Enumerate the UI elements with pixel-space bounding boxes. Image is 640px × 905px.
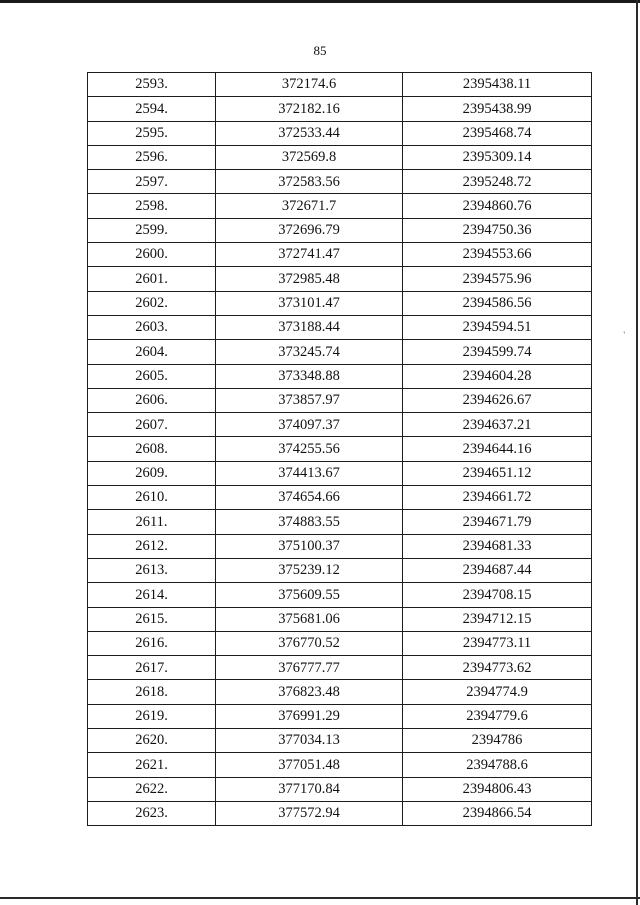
- y-coordinate-cell: 2394779.6: [403, 704, 592, 728]
- x-coordinate-cell: 373101.47: [216, 291, 403, 315]
- point-number-cell: 2613.: [88, 558, 216, 582]
- coordinates-table-container: [87, 72, 591, 826]
- point-number-cell: 2600.: [88, 243, 216, 267]
- table-row: [88, 534, 592, 558]
- table-row: [88, 680, 592, 704]
- x-coordinate-cell: 372174.6: [216, 73, 403, 97]
- table-row: [88, 801, 592, 825]
- y-coordinate-cell: 2394774.9: [403, 680, 592, 704]
- x-coordinate-cell: 377051.48: [216, 753, 403, 777]
- point-number-cell: 2595.: [88, 121, 216, 145]
- y-coordinate-cell: 2394860.76: [403, 194, 592, 218]
- table-row: [88, 267, 592, 291]
- x-coordinate-cell: 373245.74: [216, 340, 403, 364]
- x-coordinate-cell: 376991.29: [216, 704, 403, 728]
- x-coordinate-cell: 374255.56: [216, 437, 403, 461]
- point-number-cell: 2615.: [88, 607, 216, 631]
- point-number-cell: 2618.: [88, 680, 216, 704]
- y-coordinate-cell: 2394626.67: [403, 388, 592, 412]
- y-coordinate-cell: 2394637.21: [403, 413, 592, 437]
- coordinates-table-body: [88, 73, 592, 826]
- point-number-cell: 2603.: [88, 315, 216, 339]
- top-border-line: [0, 0, 640, 3]
- x-coordinate-cell: 374654.66: [216, 486, 403, 510]
- y-coordinate-cell: 2394644.16: [403, 437, 592, 461]
- y-coordinate-cell: 2395438.99: [403, 97, 592, 121]
- y-coordinate-cell: 2394553.66: [403, 243, 592, 267]
- y-coordinate-cell: 2394750.36: [403, 218, 592, 242]
- table-row: [88, 73, 592, 97]
- table-row: [88, 413, 592, 437]
- table-row: [88, 97, 592, 121]
- y-coordinate-cell: 2395468.74: [403, 121, 592, 145]
- page-number: 85: [313, 43, 327, 58]
- y-coordinate-cell: 2394773.62: [403, 656, 592, 680]
- point-number-cell: 2612.: [88, 534, 216, 558]
- point-number-cell: 2610.: [88, 486, 216, 510]
- right-border-line: [636, 0, 638, 905]
- table-row: [88, 510, 592, 534]
- x-coordinate-cell: 372696.79: [216, 218, 403, 242]
- point-number-cell: 2604.: [88, 340, 216, 364]
- y-coordinate-cell: 2394594.51: [403, 315, 592, 339]
- table-row: [88, 704, 592, 728]
- table-row: [88, 486, 592, 510]
- y-coordinate-cell: 2394575.96: [403, 267, 592, 291]
- x-coordinate-cell: 377572.94: [216, 801, 403, 825]
- x-coordinate-cell: 375609.55: [216, 583, 403, 607]
- y-coordinate-cell: 2394806.43: [403, 777, 592, 801]
- x-coordinate-cell: 375681.06: [216, 607, 403, 631]
- y-coordinate-cell: 2394788.6: [403, 753, 592, 777]
- x-coordinate-cell: 377034.13: [216, 729, 403, 753]
- table-row: [88, 583, 592, 607]
- x-coordinate-cell: 372741.47: [216, 243, 403, 267]
- table-row: [88, 753, 592, 777]
- table-row: [88, 364, 592, 388]
- x-coordinate-cell: 374883.55: [216, 510, 403, 534]
- x-coordinate-cell: 377170.84: [216, 777, 403, 801]
- y-coordinate-cell: 2394604.28: [403, 364, 592, 388]
- y-coordinate-cell: 2394599.74: [403, 340, 592, 364]
- y-coordinate-cell: 2395248.72: [403, 170, 592, 194]
- table-row: [88, 194, 592, 218]
- table-row: [88, 388, 592, 412]
- scan-speck: ': [623, 330, 625, 340]
- table-row: [88, 656, 592, 680]
- x-coordinate-cell: 372569.8: [216, 145, 403, 169]
- table-row: [88, 121, 592, 145]
- point-number-cell: 2623.: [88, 801, 216, 825]
- y-coordinate-cell: 2394773.11: [403, 631, 592, 655]
- table-row: [88, 340, 592, 364]
- x-coordinate-cell: 373348.88: [216, 364, 403, 388]
- x-coordinate-cell: 374097.37: [216, 413, 403, 437]
- y-coordinate-cell: 2394866.54: [403, 801, 592, 825]
- table-row: [88, 437, 592, 461]
- table-row: [88, 777, 592, 801]
- table-row: [88, 461, 592, 485]
- x-coordinate-cell: 372182.16: [216, 97, 403, 121]
- y-coordinate-cell: 2394687.44: [403, 558, 592, 582]
- x-coordinate-cell: 372985.48: [216, 267, 403, 291]
- table-row: [88, 291, 592, 315]
- point-number-cell: 2601.: [88, 267, 216, 291]
- table-row: [88, 315, 592, 339]
- y-coordinate-cell: 2394661.72: [403, 486, 592, 510]
- point-number-cell: 2598.: [88, 194, 216, 218]
- point-number-cell: 2593.: [88, 73, 216, 97]
- point-number-cell: 2611.: [88, 510, 216, 534]
- point-number-cell: 2607.: [88, 413, 216, 437]
- bottom-border-line: [0, 897, 640, 899]
- table-row: [88, 631, 592, 655]
- point-number-cell: 2614.: [88, 583, 216, 607]
- y-coordinate-cell: 2394786: [403, 729, 592, 753]
- y-coordinate-cell: 2394651.12: [403, 461, 592, 485]
- x-coordinate-cell: 376823.48: [216, 680, 403, 704]
- x-coordinate-cell: 372671.7: [216, 194, 403, 218]
- x-coordinate-cell: 375239.12: [216, 558, 403, 582]
- x-coordinate-cell: 373188.44: [216, 315, 403, 339]
- point-number-cell: 2608.: [88, 437, 216, 461]
- point-number-cell: 2617.: [88, 656, 216, 680]
- point-number-cell: 2606.: [88, 388, 216, 412]
- table-row: [88, 729, 592, 753]
- x-coordinate-cell: 376777.77: [216, 656, 403, 680]
- point-number-cell: 2616.: [88, 631, 216, 655]
- point-number-cell: 2622.: [88, 777, 216, 801]
- point-number-cell: 2620.: [88, 729, 216, 753]
- y-coordinate-cell: 2394712.15: [403, 607, 592, 631]
- point-number-cell: 2621.: [88, 753, 216, 777]
- point-number-cell: 2597.: [88, 170, 216, 194]
- point-number-cell: 2609.: [88, 461, 216, 485]
- table-row: [88, 170, 592, 194]
- x-coordinate-cell: 372533.44: [216, 121, 403, 145]
- y-coordinate-cell: 2395438.11: [403, 73, 592, 97]
- y-coordinate-cell: 2394681.33: [403, 534, 592, 558]
- x-coordinate-cell: 373857.97: [216, 388, 403, 412]
- y-coordinate-cell: 2394586.56: [403, 291, 592, 315]
- x-coordinate-cell: 372583.56: [216, 170, 403, 194]
- x-coordinate-cell: 374413.67: [216, 461, 403, 485]
- table-row: [88, 218, 592, 242]
- point-number-cell: 2602.: [88, 291, 216, 315]
- y-coordinate-cell: 2395309.14: [403, 145, 592, 169]
- y-coordinate-cell: 2394671.79: [403, 510, 592, 534]
- x-coordinate-cell: 375100.37: [216, 534, 403, 558]
- x-coordinate-cell: 376770.52: [216, 631, 403, 655]
- point-number-cell: 2594.: [88, 97, 216, 121]
- point-number-cell: 2605.: [88, 364, 216, 388]
- y-coordinate-cell: 2394708.15: [403, 583, 592, 607]
- table-row: [88, 607, 592, 631]
- point-number-cell: 2596.: [88, 145, 216, 169]
- point-number-cell: 2599.: [88, 218, 216, 242]
- coordinates-table: [87, 72, 592, 826]
- table-row: [88, 558, 592, 582]
- table-row: [88, 243, 592, 267]
- point-number-cell: 2619.: [88, 704, 216, 728]
- table-row: [88, 145, 592, 169]
